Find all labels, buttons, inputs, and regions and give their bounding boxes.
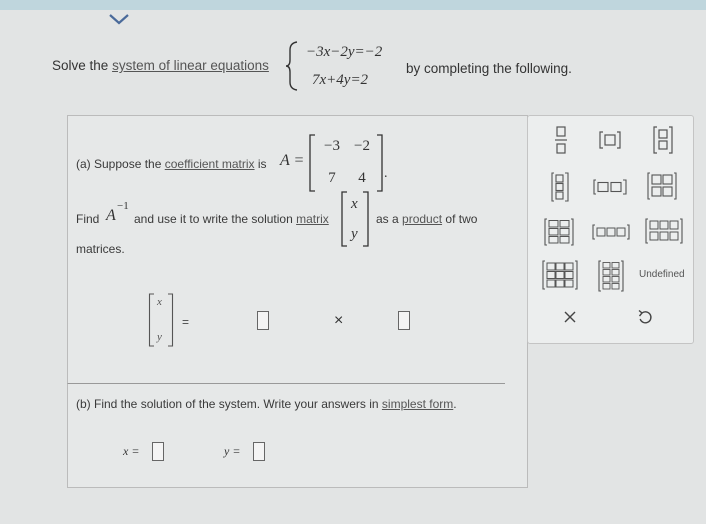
panel-right-strip [505, 115, 528, 488]
term-link-product[interactable]: product [402, 212, 443, 226]
matrix-a22: 4 [358, 170, 366, 186]
part-a-line2 [134, 212, 329, 226]
vector-x: x [351, 196, 358, 212]
part-a-is: is [257, 157, 267, 171]
part-a-of-two: of two [445, 212, 478, 226]
matrix-period: . [384, 166, 388, 181]
inverse-exponent: −1 [117, 200, 129, 212]
vector-y: y [351, 226, 358, 242]
y-label: y = [224, 444, 241, 458]
part-a-find: Find [76, 212, 100, 226]
system-brace [285, 40, 299, 92]
undo-icon[interactable] [637, 309, 653, 325]
part-b-period: . [453, 397, 457, 411]
problem-prefix: Solve the [52, 58, 109, 73]
vector-left-bracket [340, 191, 348, 247]
term-link-matrix[interactable]: matrix [296, 212, 329, 226]
answer-vector-x: x [157, 296, 162, 308]
answer-vector-right-bracket [167, 293, 174, 347]
matrix-2x1-icon[interactable] [653, 126, 673, 154]
part-b-prefix: (b) Find the solution of the system. Write your answers in [76, 397, 379, 411]
equation-1: −3x−2y=−2 [306, 44, 383, 60]
y-answer-input[interactable] [253, 442, 265, 461]
part-a-use-text: and use it to write the solution [134, 212, 293, 226]
problem-suffix: by completing the following. [406, 61, 572, 76]
part-a-as: as a [376, 212, 399, 226]
math-palette [527, 115, 694, 344]
term-link-simplest-form[interactable]: simplest form [381, 397, 454, 411]
part-a-prefix: (a) Suppose the [76, 157, 162, 171]
fraction-tool-icon[interactable] [554, 126, 568, 154]
matrix-right-bracket [376, 134, 384, 192]
matrix-a11: −3 [324, 138, 340, 154]
x-answer-input[interactable] [152, 442, 164, 461]
inverse-base: A [106, 207, 116, 224]
chevron-down-icon[interactable] [107, 12, 131, 26]
term-link-coefficient-matrix[interactable]: coefficient matrix [164, 157, 255, 171]
answer-vector-y: y [157, 331, 162, 343]
matrix-var: A = [280, 152, 305, 169]
multiply-sign: × [334, 312, 344, 329]
times-icon[interactable] [563, 310, 577, 324]
answer-equals: = [182, 315, 190, 329]
constant-matrix-input[interactable] [398, 311, 410, 330]
part-b-panel [67, 383, 507, 488]
matrix-2x3-icon[interactable] [645, 218, 683, 244]
problem-statement [52, 58, 269, 73]
matrix-3x2-icon[interactable] [544, 218, 574, 246]
part-b-prompt [76, 397, 457, 411]
matrix-a12: −2 [354, 138, 370, 154]
matrix-4x2-icon[interactable] [598, 260, 624, 292]
matrix-left-bracket [308, 134, 316, 192]
matrix-3x3-icon[interactable] [542, 260, 578, 290]
part-a-line3: matrices. [76, 242, 125, 256]
matrix-a21: 7 [328, 170, 336, 186]
matrix-3x1-icon[interactable] [551, 172, 569, 202]
part-a-line2-end [376, 212, 477, 226]
top-bar [0, 0, 706, 10]
part-a-panel [67, 115, 507, 385]
term-link-system[interactable]: system of linear equations [112, 58, 269, 73]
vector-right-bracket [362, 191, 370, 247]
matrix-2x2-icon[interactable] [647, 172, 677, 200]
undefined-button[interactable]: Undefined [639, 269, 685, 280]
answer-vector-left-bracket [148, 293, 155, 347]
part-a-line1 [76, 157, 267, 171]
inverse-matrix-input[interactable] [257, 311, 269, 330]
matrix-1x1-icon[interactable] [599, 131, 621, 149]
matrix-1x2-icon[interactable] [593, 179, 627, 195]
x-label: x = [123, 444, 140, 458]
equation-2: 7x+4y=2 [312, 72, 369, 88]
matrix-1x3-icon[interactable] [592, 224, 630, 240]
